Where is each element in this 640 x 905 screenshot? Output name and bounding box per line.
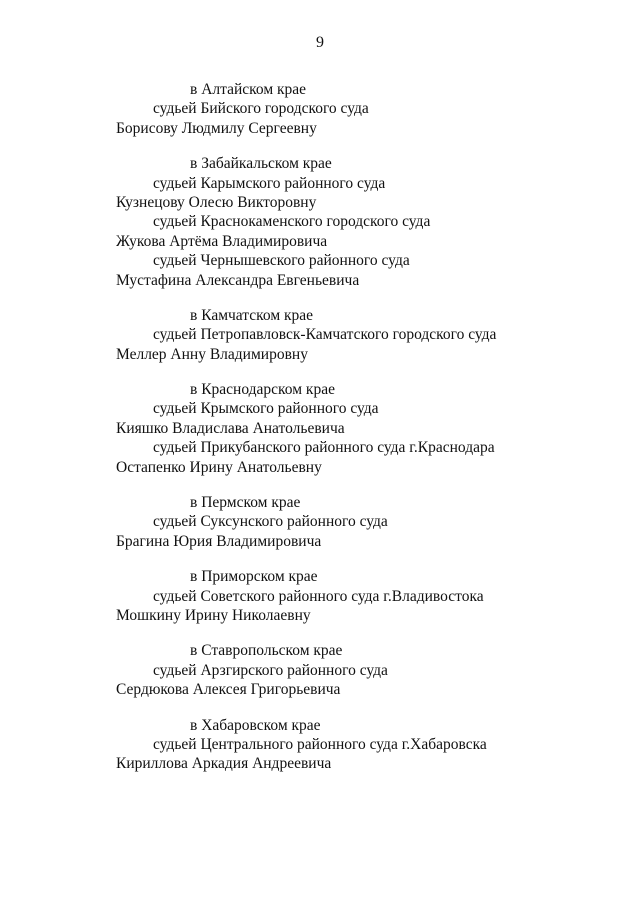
region-name: в Камчатском крае bbox=[190, 306, 314, 324]
appointee-name: Меллер Анну Владимировну bbox=[116, 345, 308, 363]
appointee-name: Жукова Артёма Владимировича bbox=[116, 232, 328, 250]
region-block bbox=[0, 154, 640, 290]
region-block bbox=[0, 641, 640, 699]
region-block bbox=[0, 306, 640, 364]
court-position: судьей Петропавловск-Камчатского городского суда bbox=[153, 326, 497, 344]
region-block bbox=[0, 493, 640, 551]
region-block bbox=[0, 567, 640, 625]
appointee-name: Борисову Людмилу Сергеевну bbox=[116, 119, 317, 137]
court-position: судьей Арзгирского районного суда bbox=[153, 661, 388, 679]
court-position: судьей Суксунского районного суда bbox=[153, 513, 388, 531]
appointee-name: Мошкину Ирину Николаевну bbox=[116, 606, 311, 624]
region-name: в Алтайском крае bbox=[190, 81, 307, 98]
appointee-name: Кузнецову Олесю Викторовну bbox=[116, 193, 317, 211]
appointee-name: Мустафина Александра Евгеньевича bbox=[116, 271, 360, 289]
appointee-name: Остапенко Ирину Анатольевну bbox=[116, 458, 322, 476]
region-block bbox=[0, 380, 640, 477]
region-name: в Краснодарском крае bbox=[190, 381, 335, 399]
appointee-name: Кириллова Аркадия Андреевича bbox=[116, 755, 332, 773]
court-position: судьей Чернышевского районного суда bbox=[153, 252, 410, 270]
region-name: в Ставропольском крае bbox=[190, 642, 343, 660]
region-block bbox=[0, 80, 640, 138]
court-position: судьей Бийского городского суда bbox=[153, 100, 369, 118]
document-body bbox=[0, 80, 640, 790]
court-position: судьей Карымского районного суда bbox=[153, 174, 386, 192]
region-name: в Хабаровском крае bbox=[190, 716, 321, 734]
region-name: в Приморском крае bbox=[190, 568, 318, 586]
court-position: судьей Центрального районного суда г.Хабаровска bbox=[153, 735, 487, 753]
region-block bbox=[0, 716, 640, 774]
region-name: в Забайкальском крае bbox=[190, 155, 332, 173]
court-position: судьей Прикубанского районного суда г.Краснодара bbox=[153, 439, 495, 457]
appointee-name: Кияшко Владислава Анатольевича bbox=[116, 419, 345, 437]
court-position: судьей Краснокаменского городского суда bbox=[153, 213, 431, 231]
region-name: в Пермском крае bbox=[190, 494, 301, 512]
appointee-name: Сердюкова Алексея Григорьевича bbox=[116, 681, 341, 699]
appointee-name: Брагина Юрия Владимировича bbox=[116, 532, 322, 550]
court-position: судьей Советского районного суда г.Владивостока bbox=[153, 587, 484, 605]
court-position: судьей Крымского районного суда bbox=[153, 400, 379, 418]
page-number: 9 bbox=[316, 34, 324, 51]
